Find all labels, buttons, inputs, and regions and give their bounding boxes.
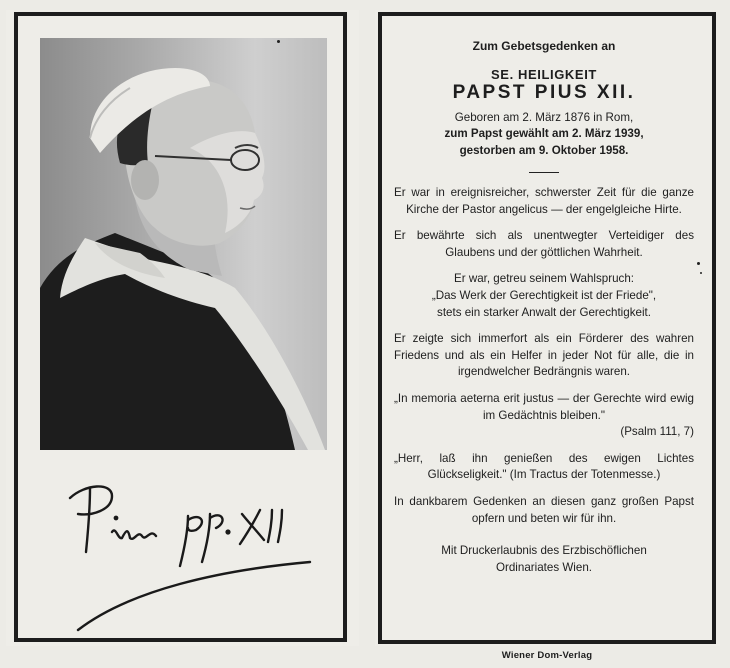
paragraph-requiem: „Herr, laß ihn genießen des ewigen Lichtes Glückseligkeit." (Im Tractus der Totenmesse.) (394, 451, 694, 482)
paragraph-pastor: Er war in ereignisreicher, schwerster Zeit für die ganze Kirche der Pastor angelicus — der engelgleiche Hirte. (394, 186, 694, 216)
paragraph-peace: Er zeigte sich immerfort als ein Förderer des wahren Friedens und als ein Helfer in jeder Not für alle, die in irgendwelcher Bedrängnis waren. (394, 332, 694, 379)
paragraph-psalm: „In memoria aeterna erit justus — der Gerechte wird ewig im Gedächtnis bleiben." (394, 392, 694, 422)
print-speck (277, 40, 280, 43)
paragraph-defender: Er bewährte sich als unentwegter Verteidiger des Glaubens und der göttlichen Wahrheit. (394, 229, 694, 259)
motto-line-2: „Das Werk der Gerechtigkeit ist der Friede", (431, 289, 657, 303)
pope-name: PAPST PIUS XII. (452, 82, 636, 104)
motto-line-1: Er war, getreu seinem Wahlspruch: (454, 272, 634, 286)
print-speck (700, 272, 702, 274)
portrait-illustration (40, 38, 327, 450)
election-line: zum Papst gewählt am 2. März 1939, (444, 127, 644, 141)
memorial-text (394, 38, 694, 576)
print-speck (697, 262, 700, 265)
signature-pius-pp-xii (60, 470, 320, 645)
intro-line: Zum Gebetsgedenken an (472, 39, 616, 53)
psalm-reference: (Psalm 111, 7) (620, 425, 694, 439)
death-line: gestorben am 9. Oktober 1958. (459, 143, 629, 157)
birth-line: Geboren am 2. März 1876 in Rom, (454, 110, 634, 124)
motto-line-3: stets ein starker Anwalt der Gerechtigkeit. (437, 305, 651, 319)
publisher-imprint: Wiener Dom-Verlag (501, 650, 593, 661)
divider-rule (529, 172, 559, 174)
svg-text:Pius pp. XII: Pius pp. XII (60, 470, 66, 471)
honorific-title: SE. HEILIGKEIT (491, 66, 597, 82)
paragraph-prayer: In dankbarem Gedenken an diesen ganz großen Papst opfern und beten wir für ihn. (394, 494, 694, 525)
paragraph-motto (394, 271, 694, 321)
pope-portrait-photo (40, 38, 327, 450)
imprimatur-note: Mit Druckerlaubnis des Erzbischöflichen Ordinariates Wien. (441, 544, 647, 574)
